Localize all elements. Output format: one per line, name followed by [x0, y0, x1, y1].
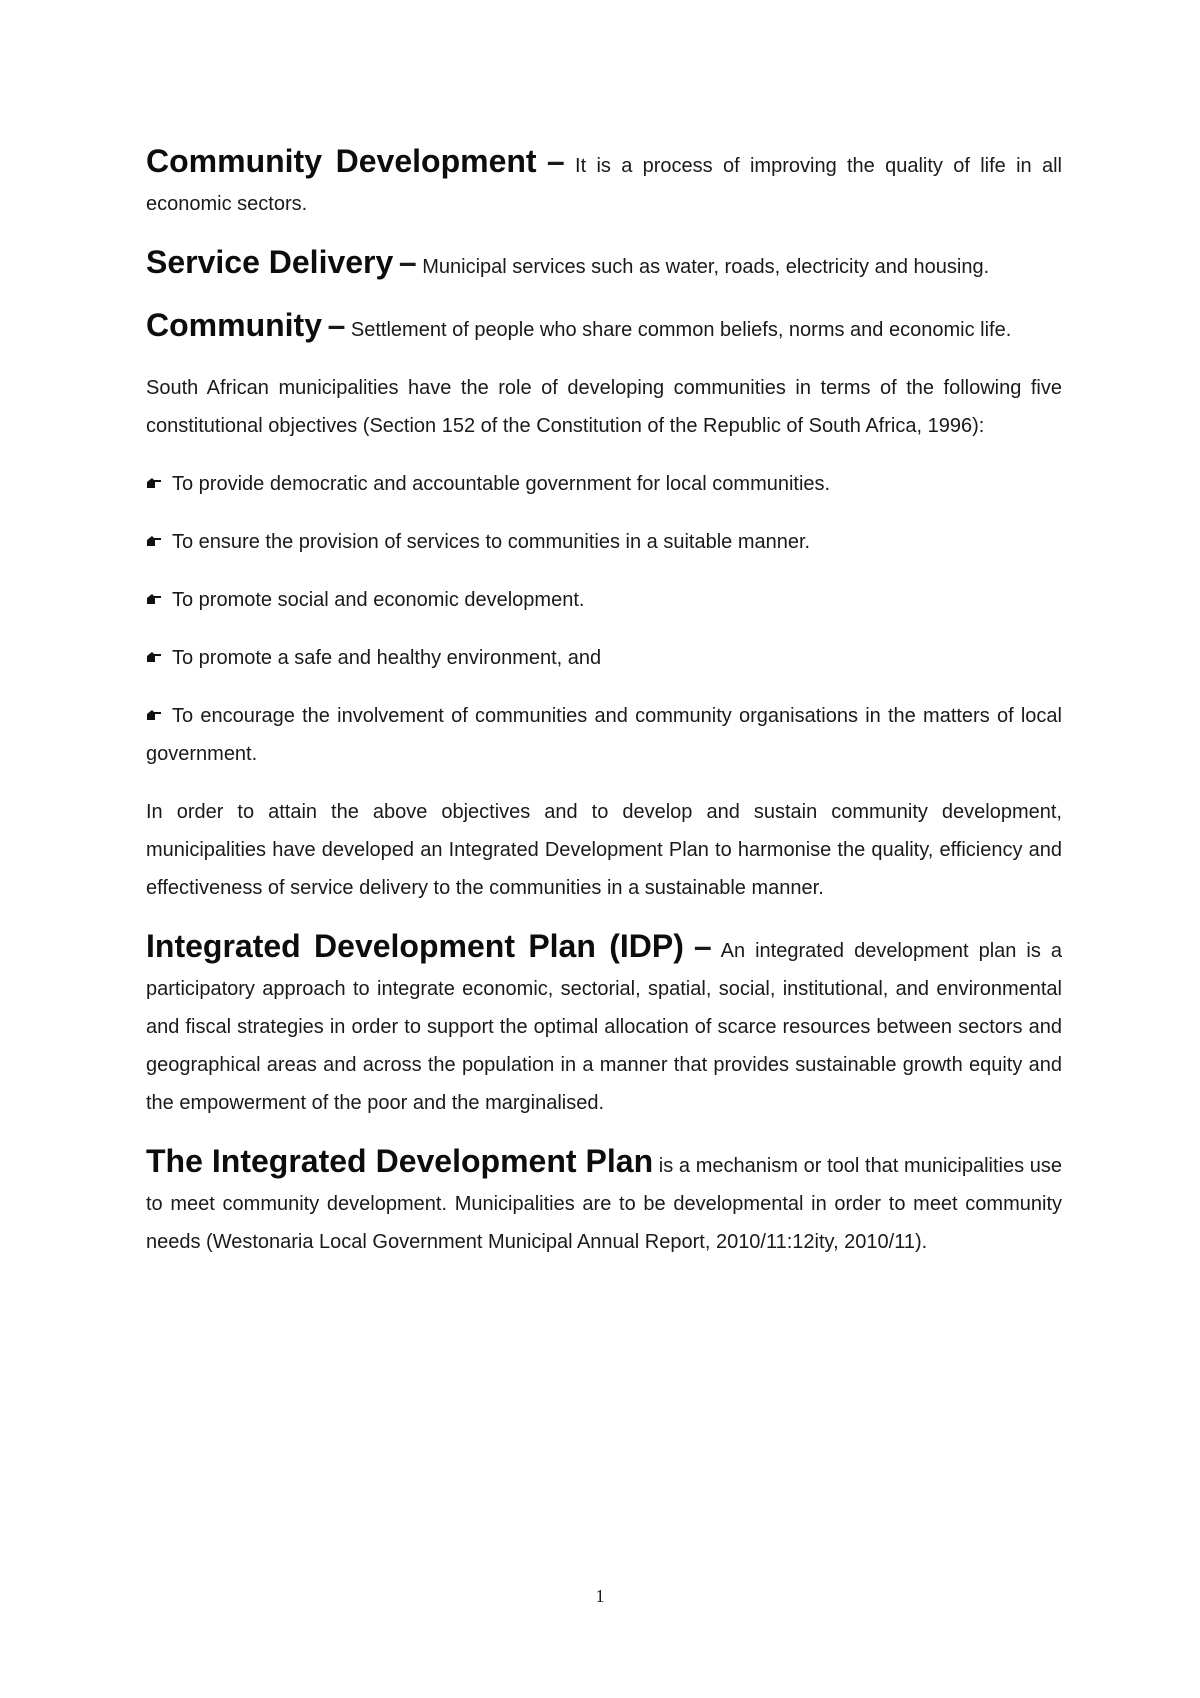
idp-mechanism-paragraph: [146, 1142, 1062, 1261]
objective-item: [146, 523, 1062, 561]
definition-service-delivery: [146, 243, 1062, 286]
definition-dash: –: [327, 307, 346, 343]
definition-community: [146, 306, 1062, 349]
definition-dash: –: [693, 928, 712, 964]
definition-term: Integrated Development Plan (IDP): [146, 928, 684, 964]
objective-text: To provide democratic and accountable government for local communities.: [172, 473, 831, 495]
page-number: 1: [595, 1586, 605, 1606]
intro-paragraph: South African municipalities have the role of developing communities in terms of the following five constitutional objectives (Section 152 of the Constitution of the Republic of South Africa, 1996):: [146, 377, 1062, 437]
definition-community-development: [146, 142, 1062, 223]
definition-text: An integrated development plan is a participatory approach to integrate economic, sectorial, spatial, social, institutional, and environmental and fiscal strategies in order to support the optimal allocation of scarce resources between sectors and geographical areas and across the population in a manner that provides sustainable growth equity and the empowerment of the poor and the marginalised.: [146, 940, 1063, 1114]
hand-pointing-icon: [146, 535, 162, 547]
objective-item: [146, 581, 1062, 619]
definition-text: Municipal services such as water, roads, electricity and housing.: [416, 256, 990, 278]
document-body: [146, 142, 1062, 1281]
definition-term: Community Development: [146, 143, 537, 179]
objective-item: [146, 639, 1062, 677]
definition-idp: [146, 927, 1062, 1122]
definition-term: Community: [146, 307, 322, 343]
objective-item: [146, 465, 1062, 503]
hand-pointing-icon: [146, 477, 162, 489]
objective-text: To ensure the provision of services to communities in a suitable manner.: [172, 531, 811, 553]
definition-dash: –: [546, 143, 565, 179]
objective-text: To promote a safe and healthy environment, and: [172, 647, 602, 669]
definition-text: is a mechanism or tool that municipalities use to meet community development. Municipalities are to be developmental in order to meet community needs (Westonaria Local Government Municipal Annual Report, 2010/11:12ity, 2010/11).: [146, 1155, 1063, 1253]
objective-text: To encourage the involvement of communities and community organisations in the matters of local government.: [146, 705, 1062, 765]
objective-item: [146, 697, 1062, 773]
definition-term: The Integrated Development Plan: [146, 1143, 654, 1179]
definition-dash: –: [398, 244, 417, 280]
hand-pointing-icon: [146, 651, 162, 663]
definition-term: Service Delivery: [146, 244, 394, 280]
hand-pointing-icon: [146, 593, 162, 605]
objective-text: To promote social and economic development.: [172, 589, 585, 611]
definition-text: It is a process of improving the quality of life in all economic sectors.: [146, 155, 1063, 215]
attain-paragraph: In order to attain the above objectives and to develop and sustain community development, municipalities have developed an Integrated Development Plan to harmonise the quality, efficiency and effectiveness of service delivery to the communities in a sustainable manner.: [146, 801, 1062, 899]
hand-pointing-icon: [146, 709, 162, 721]
definition-text: Settlement of people who share common beliefs, norms and economic life.: [345, 319, 1012, 341]
